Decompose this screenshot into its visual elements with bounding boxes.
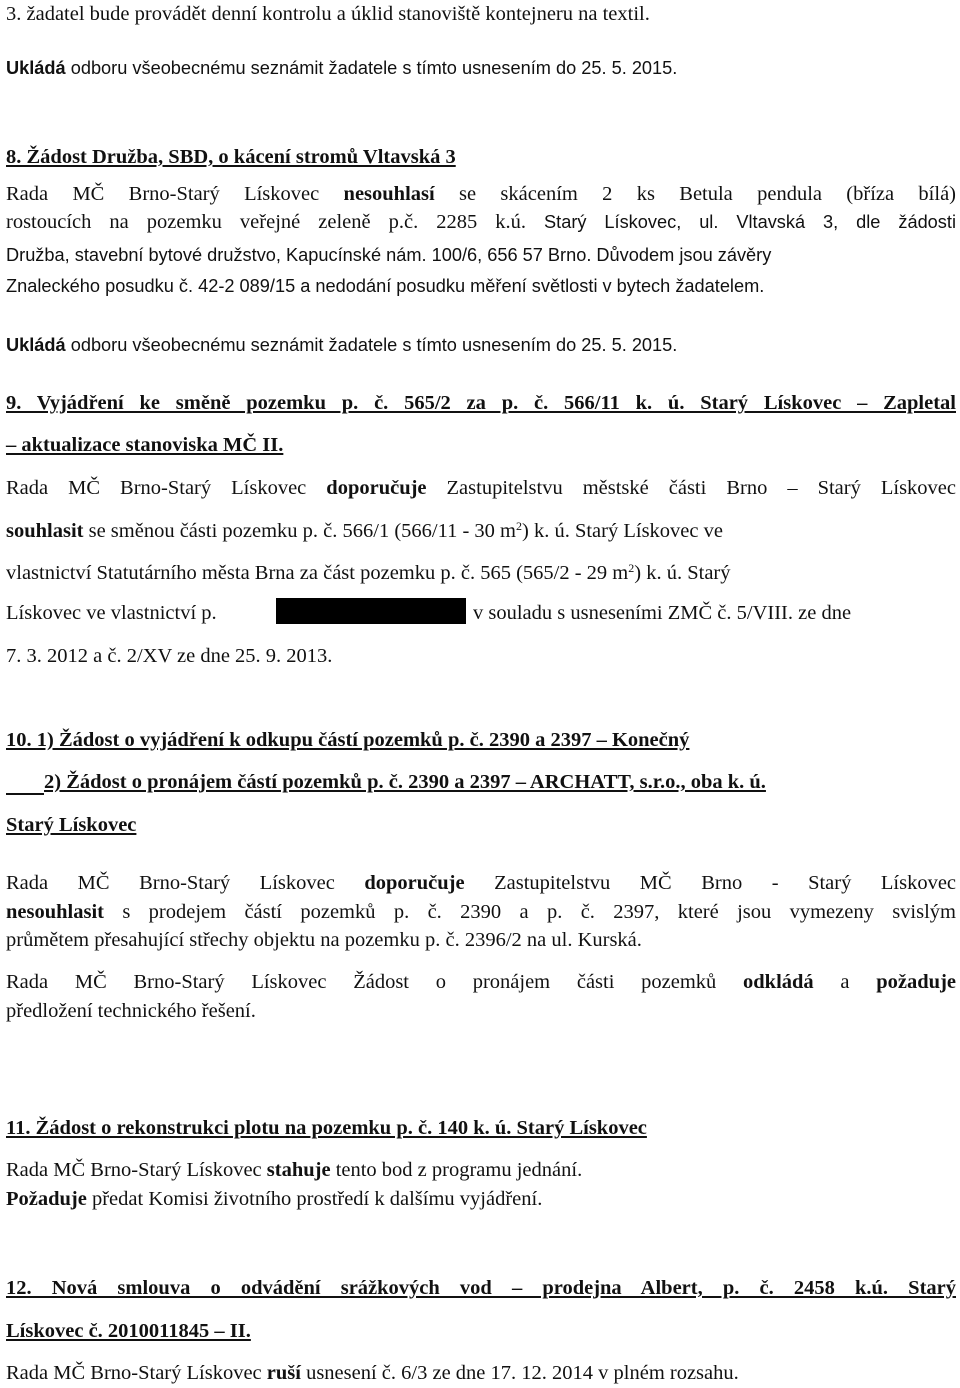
text-run: Rada MČ Brno-Starý Lískovec: [6, 872, 365, 894]
superscript: 2: [628, 561, 635, 575]
item8-para-line3: Družba, stavební bytové družstvo, Kapucínské nám. 100/6, 656 57 Brno. Důvodem jsou závěry: [6, 245, 772, 265]
text-run: usnesení č. 6/3 ze dne 17. 12. 2014 v plném rozsahu.: [300, 1362, 739, 1384]
item10-para-line1: [6, 871, 956, 895]
item3-uklada-line: [6, 56, 677, 80]
text-run: Rada MČ Brno-Starý Lískovec: [6, 183, 344, 205]
item8-heading: 8. Žádost Družba, SBD, o kácení stromů Vltavská 3: [6, 146, 456, 168]
item10-para-line2: [6, 900, 956, 924]
heading-indent-underline: [6, 793, 44, 795]
text-run: se směnou části pozemku p. č. 566/1 (566/11 - 30 m: [83, 520, 516, 542]
text-run: Starý Lískovec, ul. Vltavská 3, dle žádosti: [544, 212, 956, 232]
item9-line3: [6, 561, 731, 585]
item12-line1: [6, 1361, 739, 1385]
item9-heading-line1: 9. Vyjádření ke směně pozemku p. č. 565/2 za p. č. 566/11 k. ú. Starý Lískovec – Zapletal: [6, 392, 956, 414]
text-run: Zastupitelstvu městské části Brno – Starý Lískovec: [426, 477, 957, 499]
text-run: rostoucích na pozemku veřejné zeleně p.č. 2285 k.ú.: [6, 211, 545, 233]
text-run: předat Komisi životního prostředí k dalšímu vyjádření.: [86, 1188, 543, 1210]
item8-para-line2: [6, 210, 956, 235]
redacted-name-block: [276, 598, 466, 624]
text-run: a: [813, 971, 877, 993]
pozaduje-keyword: požaduje: [876, 971, 956, 993]
item3-line: 3. žadatel bude provádět denní kontrolu a úklid stanoviště kontejneru na textil.: [6, 3, 650, 25]
odklada-keyword: odkládá: [743, 971, 814, 993]
item10-para-line3: průmětem přesahující střechy objektu na pozemku p. č. 2396/2 na ul. Kurská.: [6, 929, 642, 951]
doporucuje-keyword: doporučuje: [326, 477, 427, 499]
item9-line1: [6, 476, 956, 500]
item9-line4-start: Lískovec ve vlastnictví p.: [6, 602, 217, 624]
item12-heading-line2: Lískovec č. 2010011845 – II.: [6, 1320, 251, 1342]
uklada-text: odboru všeobecnému seznámit žadatele s tímto usnesením do 25. 5. 2015.: [65, 58, 678, 78]
item9-line2: [6, 519, 723, 543]
item8-para-line4: Znaleckého posudku č. 42-2 089/15 a nedodání posudku měření světlosti v bytech žadatelem.: [6, 276, 765, 296]
uklada-keyword: Ukládá: [6, 58, 66, 78]
text-run: se skácením 2 ks Betula pendula (bříza bílá): [434, 183, 956, 205]
item10-heading-line2: 2) Žádost o pronájem částí pozemků p. č. 2390 a 2397 – ARCHATT, s.r.o., oba k. ú.: [44, 771, 766, 793]
pozaduje-keyword: Požaduje: [6, 1188, 87, 1210]
text-run: Rada MČ Brno-Starý Lískovec: [6, 1159, 267, 1181]
rusi-keyword: ruší: [266, 1362, 301, 1384]
item9-heading-line2: – aktualizace stanoviska MČ II.: [6, 434, 284, 456]
item12-heading-line1: 12. Nová smlouva o odvádění srážkových vod – prodejna Albert, p. č. 2458 k.ú. Starý: [6, 1277, 956, 1299]
item9-line4-end: v souladu s usneseními ZMČ č. 5/VIII. ze dne: [473, 602, 852, 624]
uklada-keyword: Ukládá: [6, 335, 66, 355]
text-run: ) k. ú. Starý Lískovec ve: [522, 520, 723, 542]
item9-line5: 7. 3. 2012 a č. 2/XV ze dne 25. 9. 2013.: [6, 645, 333, 667]
nesouhlasi-keyword: nesouhlasí: [343, 183, 435, 205]
text-run: vlastnictví Statutárního města Brna za část pozemku p. č. 565 (565/2 - 29 m: [6, 562, 629, 584]
item10-para-line4: [6, 970, 956, 994]
nesouhlasit-keyword: nesouhlasit: [6, 901, 104, 923]
item10-para-line5: předložení technického řešení.: [6, 1000, 256, 1022]
item8-para-line1: [6, 182, 956, 206]
uklada-text: odboru všeobecnému seznámit žadatele s tímto usnesením do 25. 5. 2015.: [65, 335, 678, 355]
item10-heading-line3: Starý Lískovec: [6, 814, 137, 836]
souhlasit-keyword: souhlasit: [6, 520, 84, 542]
item11-line2: [6, 1187, 542, 1211]
item11-heading: 11. Žádost o rekonstrukci plotu na pozemku p. č. 140 k. ú. Starý Lískovec: [6, 1117, 647, 1139]
stahuje-keyword: stahuje: [266, 1159, 331, 1181]
text-run: s prodejem částí pozemků p. č. 2390 a p. č. 2397, které jsou vymezeny svislým: [103, 901, 956, 923]
text-run: ) k. ú. Starý: [634, 562, 731, 584]
text-run: Rada MČ Brno-Starý Lískovec: [6, 477, 327, 499]
item11-line1: [6, 1158, 582, 1182]
superscript: 2: [516, 519, 522, 533]
text-run: tento bod z programu jednání.: [330, 1159, 583, 1181]
text-run: Zastupitelstvu MČ Brno - Starý Lískovec: [464, 872, 957, 894]
text-run: Rada MČ Brno-Starý Lískovec Žádost o pronájem části pozemků: [6, 971, 744, 993]
text-run: Rada MČ Brno-Starý Lískovec: [6, 1362, 267, 1384]
item10-heading-line1: 10. 1) Žádost o vyjádření k odkupu částí pozemků p. č. 2390 a 2397 – Konečný: [6, 729, 690, 751]
item8-uklada-line: [6, 333, 677, 357]
doporucuje-keyword: doporučuje: [364, 872, 465, 894]
